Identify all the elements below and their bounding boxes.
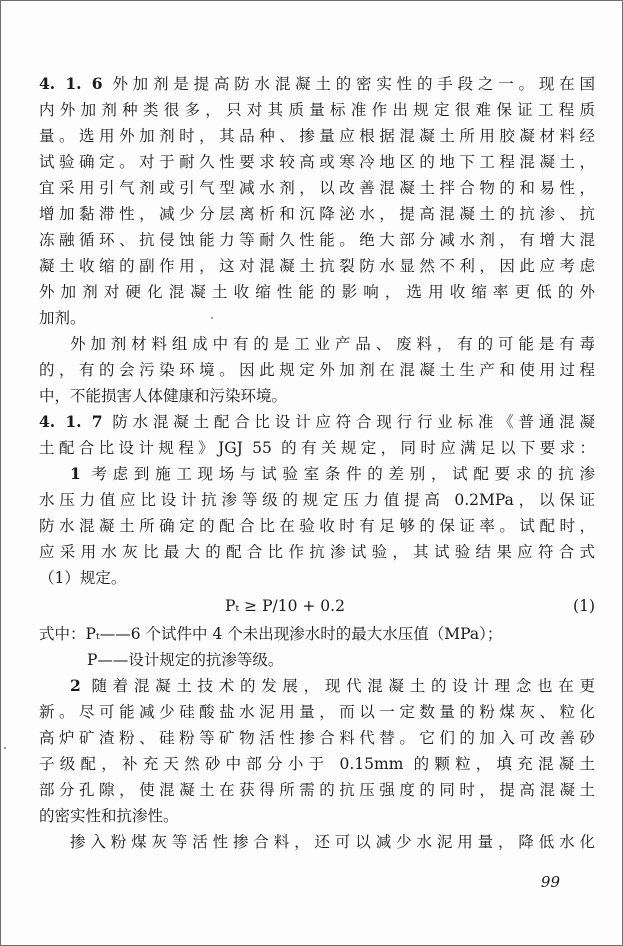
text-line	[39, 461, 595, 487]
line-text: 考虑到施工现场与试验室条件的差别，试配要求的抗渗	[80, 465, 595, 483]
line-text: 防水混凝土配合比设计应符合现行行业标准《普通混凝	[102, 413, 595, 431]
scan-speck	[211, 317, 213, 319]
formula-expression: Pₜ ≥ P/10 + 0.2	[225, 597, 345, 615]
clause-number: 2	[70, 676, 81, 695]
text-line	[39, 539, 595, 565]
text-block-lower	[39, 673, 595, 855]
line-text: 部分孔隙，使混凝土在获得所需的抗压强度的同时，提高混凝土	[39, 781, 595, 799]
line-text: 土配合比设计规程》JGJ 55 的有关规定，同时应满足以下要求：	[39, 439, 595, 457]
text-line	[39, 253, 595, 279]
text-line	[39, 487, 595, 513]
line-text: 新。尽可能减少硅酸盐水泥用量，而以一定数量的粉煤灰、粒化	[39, 703, 595, 721]
clause-number: 4. 1. 6	[39, 74, 103, 93]
scan-speck	[4, 747, 6, 749]
line-text: 防水混凝土所确定的配合比在验收时有足够的保证率。试配时，	[39, 517, 595, 535]
text-line	[39, 699, 595, 725]
text-line	[39, 97, 595, 123]
where-line-1: 式中：Pₜ——6 个试件中 4 个未出现渗水时的最大水压值（MPa）；	[39, 625, 503, 643]
text-line	[39, 123, 595, 149]
text-line	[39, 383, 595, 409]
text-line	[39, 803, 595, 829]
text-block-upper	[39, 71, 595, 591]
clause-number: 4. 1. 7	[39, 412, 103, 431]
formula-number: (1)	[573, 597, 595, 615]
text-line	[39, 409, 595, 435]
text-line	[39, 673, 595, 699]
text-line	[39, 279, 595, 305]
text-line	[39, 777, 595, 803]
line-text: 中，不能损害人体健康和污染环境。	[39, 387, 288, 405]
line-text: 宜采用引气剂或引气型减水剂，以改善混凝土拌合物的和易性，	[39, 179, 595, 197]
line-text: 试验确定。对于耐久性要求较高或寒冷地区的地下工程混凝土，	[39, 153, 595, 171]
line-text: 随着混凝土技术的发展，现代混凝土的设计理念也在更	[80, 677, 595, 695]
line-text: 增加黏滞性，减少分层离析和沉降泌水，提高混凝土的抗渗、抗	[39, 205, 595, 223]
clause-number: 1	[70, 464, 81, 483]
text-line	[39, 175, 595, 201]
line-text: 的，有的会污染环境。因此规定外加剂在混凝土生产和使用过程	[39, 361, 595, 379]
text-line	[39, 227, 595, 253]
line-text: 凝土收缩的副作用，这对混凝土抗裂防水显然不利，因此应考虑	[39, 257, 595, 275]
text-line	[39, 357, 595, 383]
text-line	[39, 201, 595, 227]
formula-1	[39, 591, 595, 621]
text-line	[39, 71, 595, 97]
page-number: 99	[540, 873, 560, 891]
text-line	[39, 331, 595, 357]
where-line-2: P——设计规定的抗渗等级。	[87, 651, 284, 669]
line-text: 子级配，补充天然砂中部分小于 0.15mm 的颗粒，填充混凝土	[39, 755, 595, 773]
line-text: 加剂。	[39, 309, 86, 327]
text-line	[39, 829, 595, 855]
text-line	[39, 725, 595, 751]
line-text: 的密实性和抗渗性。	[39, 807, 179, 825]
text-line	[39, 149, 595, 175]
line-text: 高炉矿渣粉、硅粉等矿物活性掺合料代替。它们的加入可改善砂	[39, 729, 595, 747]
line-text: 水压力值应比设计抗渗等级的规定压力值提高 0.2MPa，以保证	[39, 491, 595, 509]
line-text: 内外加剂种类很多，只对其质量标准作出规定很难保证工程质	[39, 101, 595, 119]
text-line	[39, 513, 595, 539]
line-text: 量。选用外加剂时，其品种、掺量应根据混凝土所用胶凝材料经	[39, 127, 595, 145]
page-body	[39, 71, 595, 855]
line-text: 应采用水灰比最大的配合比作抗渗试验，其试验结果应符合式	[39, 543, 595, 561]
text-line	[39, 435, 595, 461]
text-line	[39, 751, 595, 777]
line-text: 冻融循环、抗侵蚀能力等耐久性能。绝大部分减水剂，有增大混	[39, 231, 595, 249]
text-line	[39, 565, 595, 591]
line-text: 外加剂是提高防水混凝土的密实性的手段之一。现在国	[102, 75, 595, 93]
line-text: 外加剂材料组成中有的是工业产品、废料，有的可能是有毒	[70, 335, 595, 353]
line-text: （1）规定。	[39, 569, 127, 587]
line-text: 外加剂对硬化混凝土收缩性能的影响，选用收缩率更低的外	[39, 283, 595, 301]
line-text: 掺入粉煤灰等活性掺合料，还可以减少水泥用量，降低水化	[70, 833, 595, 851]
text-line	[39, 305, 595, 331]
